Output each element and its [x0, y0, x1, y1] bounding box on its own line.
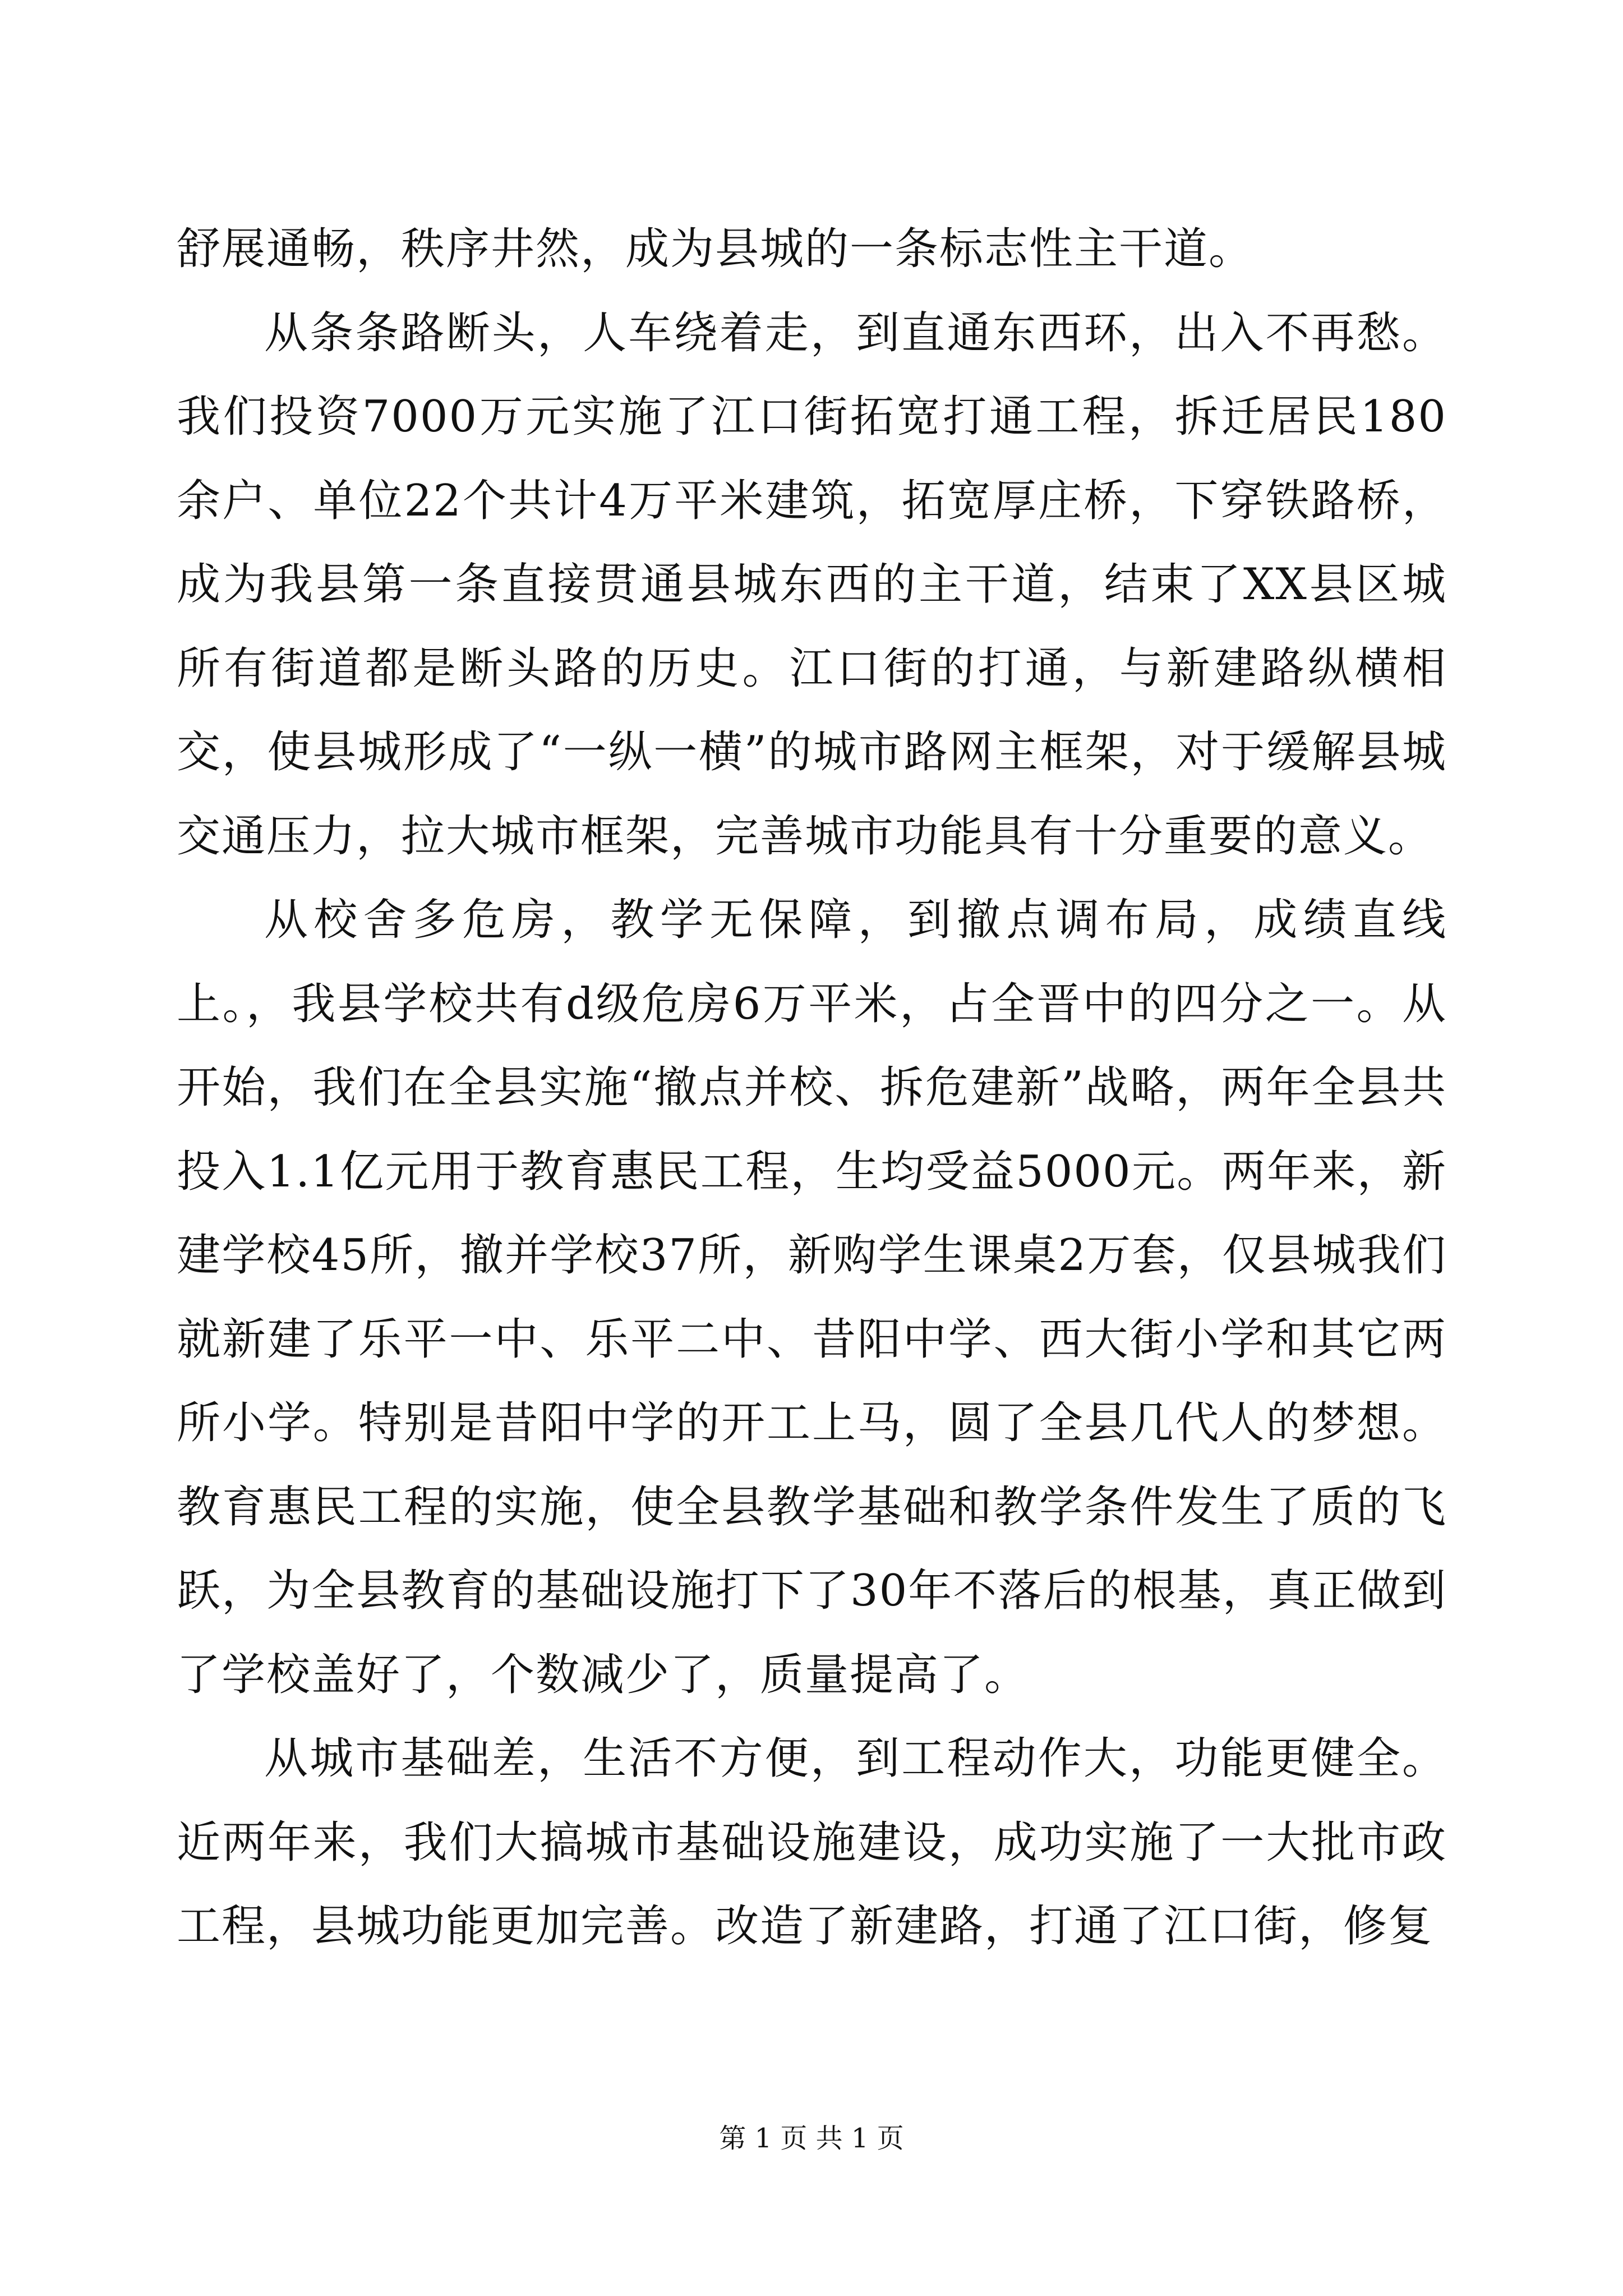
- paragraph-urban-infrastructure: 从城市基础差，生活不方便，到工程动作大，功能更健全。近两年来，我们大搞城市基础设施建设，成功实施了一大批市政工程，县城功能更加完善。改造了新建路，打通了江口街，修复: [177, 1733, 1447, 1952]
- paragraph-jiangkou-street: 从条条路断头，人车绕着走，到直通东西环，出入不再愁。我们投资7000万元实施了江口街拓宽打通工程，拆迁居民180余户、单位22个共计4万平米建筑，拓宽厚庄桥，下穿铁路桥，成为我县第一条直接贯通县城东西的主干道，结束了XX县区城所有街道都是断头路的历史。江口街的打通，与新建路纵横相交，使县城形成了“一纵一横”的城市路网主框架，对于缓解县城交通压力，拉大城市框架，完善城市功能具有十分重要的意义。: [177, 307, 1447, 862]
- document-body: [177, 208, 1447, 1969]
- paragraph-continuation: 舒展通畅，秩序井然，成为县城的一条标志性主干道。: [177, 224, 1254, 274]
- page-number-footer: 第 1 页 共 1 页: [719, 2123, 904, 2154]
- paragraph-school-renovation: 从校舍多危房，教学无保障，到撤点调布局，成绩直线上。，我县学校共有d级危房6万平米，占全晋中的四分之一。从开始，我们在全县实施“撤点并校、拆危建新”战略，两年全县共投入1.1亿元用于教育惠民工程，生均受益5000元。两年来，新建学校45所，撤并学校37所，新购学生课桌2万套，仅县城我们就新建了乐平一中、乐平二中、昔阳中学、西大街小学和其它两所小学。特别是昔阳中学的开工上马，圆了全县几代人的梦想。教育惠民工程的实施，使全县教学基础和教学条件发生了质的飞跃，为全县教育的基础设施打下了30年不落后的根基，真正做到了学校盖好了，个数减少了，质量提高了。: [177, 895, 1447, 1700]
